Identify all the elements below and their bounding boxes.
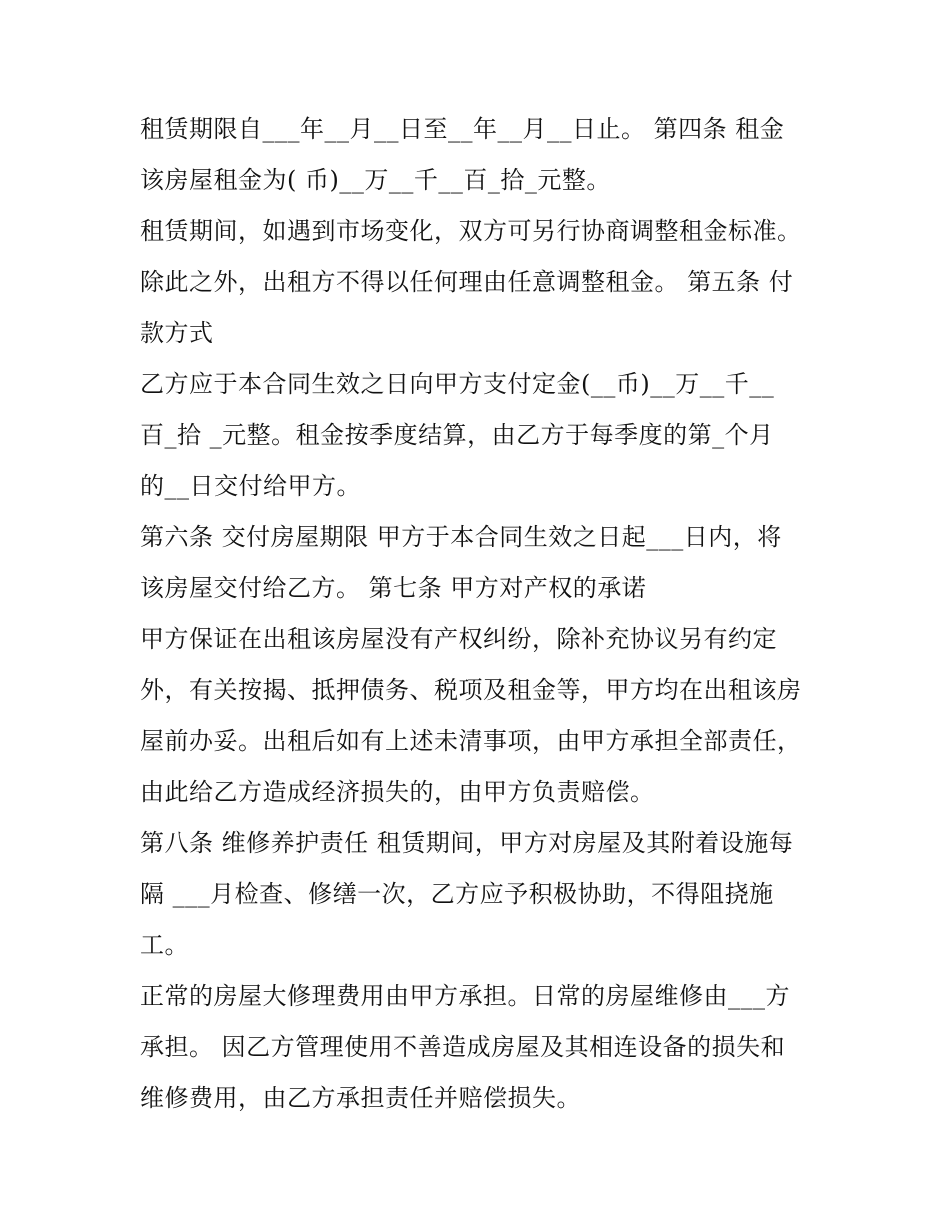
text-line: 百_拾 _元整。租金按季度结算，由乙方于每季度的第_个月 bbox=[140, 421, 774, 449]
text-line: 隔 ___月检查、修缮一次，乙方应予积极协助，不得阻挠施 bbox=[140, 880, 774, 908]
text-line: 工。 bbox=[140, 931, 189, 959]
text-line: 屋前办妥。出租后如有上述未清事项，由甲方承担全部责任， bbox=[140, 727, 802, 755]
text-line: 租赁期限自___年__月__日至__年__月__日止。 第四条 租金 bbox=[140, 115, 785, 143]
text-line: 乙方应于本合同生效之日向甲方支付定金(__币)__万__千__ bbox=[140, 370, 775, 398]
text-line: 第六条 交付房屋期限 甲方于本合同生效之日起___日内，将 bbox=[140, 523, 782, 551]
text-line: 租赁期间，如遇到市场变化，双方可另行协商调整租金标准。 bbox=[140, 217, 802, 245]
text-line: 维修费用，由乙方承担责任并赔偿损失。 bbox=[140, 1084, 581, 1112]
text-line: 的__日交付给甲方。 bbox=[140, 472, 361, 500]
contract-text bbox=[140, 104, 840, 1124]
text-line: 该房屋交付给乙方。 第七条 甲方对产权的承诺 bbox=[140, 574, 647, 602]
text-line: 该房屋租金为( 币)__万__千__百_拾_元整。 bbox=[140, 166, 611, 194]
text-line: 承担。 因乙方管理使用不善造成房屋及其相连设备的损失和 bbox=[140, 1033, 786, 1061]
text-line: 除此之外，出租方不得以任何理由任意调整租金。 第五条 付 bbox=[140, 268, 794, 296]
text-line: 正常的房屋大修理费用由甲方承担。日常的房屋维修由___方 bbox=[140, 982, 790, 1010]
text-line: 由此给乙方造成经济损失的，由甲方负责赔偿。 bbox=[140, 778, 655, 806]
text-line: 甲方保证在出租该房屋没有产权纠纷，除补充协议另有约定 bbox=[140, 625, 777, 653]
text-line: 外，有关按揭、抵押债务、税项及租金等，甲方均在出租该房 bbox=[140, 676, 802, 704]
text-line: 款方式 bbox=[140, 319, 214, 347]
text-line: 第八条 维修养护责任 租赁期间，甲方对房屋及其附着设施每 bbox=[140, 829, 794, 857]
